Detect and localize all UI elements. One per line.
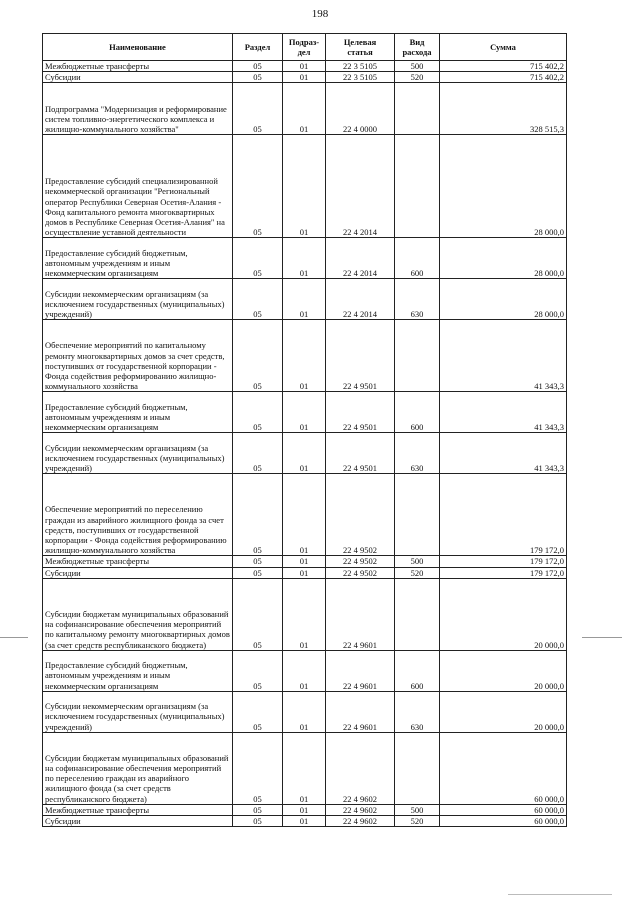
- page-number: 198: [311, 8, 329, 20]
- cell-name: Обеспечение мероприятий по переселению граждан из аварийного жилищного фонда за счет средств, поступивших от государственной корпорации - Фонда содействия реформированию жилищно-коммунального хозяйства: [43, 474, 233, 556]
- table-row: [43, 578, 567, 650]
- cell-subsection: 01: [283, 474, 326, 556]
- cell-target: 22 4 9501: [326, 320, 395, 392]
- cell-expense-type: 520: [395, 72, 440, 83]
- cell-subsection: 01: [283, 83, 326, 135]
- cell-name: Субсидии: [43, 816, 233, 827]
- header-subsection: Подраз- дел: [283, 34, 326, 61]
- cell-subsection: 01: [283, 72, 326, 83]
- cell-amount: 60 000,0: [440, 732, 567, 804]
- cell-amount: 179 172,0: [440, 556, 567, 567]
- header-expense-type: Вид расхода: [395, 34, 440, 61]
- cell-target: 22 4 2014: [326, 238, 395, 279]
- cell-amount: 179 172,0: [440, 567, 567, 578]
- cell-section: 05: [233, 320, 283, 392]
- table-row: [43, 650, 567, 691]
- cell-expense-type: 600: [395, 392, 440, 433]
- cell-expense-type: [395, 474, 440, 556]
- cell-amount: 60 000,0: [440, 804, 567, 815]
- cell-target: 22 4 2014: [326, 279, 395, 320]
- table-row: [43, 816, 567, 827]
- cell-name: Субсидии некоммерческим организациям (за исключением государственных (муниципальных) учреждений): [43, 433, 233, 474]
- cell-subsection: 01: [283, 650, 326, 691]
- cell-name: Обеспечение мероприятий по капитальному ремонту многоквартирных домов за счет средств, поступивших от государственной корпорации - Фонда содействия реформированию жилищно-коммунального хозяйства: [43, 320, 233, 392]
- cell-section: 05: [233, 135, 283, 238]
- cell-amount: 60 000,0: [440, 816, 567, 827]
- cell-name: Подпрограмма "Модернизация и реформирование систем топливно-энергетического комплекса и жилищно-коммунального хозяйства": [43, 83, 233, 135]
- cell-amount: 41 343,3: [440, 392, 567, 433]
- table-row: [43, 691, 567, 732]
- cell-name: Предоставление субсидий бюджетным, автономным учреждениям и иным некоммерческим организациям: [43, 238, 233, 279]
- cell-target: 22 4 9501: [326, 433, 395, 474]
- cell-section: 05: [233, 238, 283, 279]
- cell-target: 22 4 9602: [326, 816, 395, 827]
- cell-expense-type: 520: [395, 816, 440, 827]
- cell-subsection: 01: [283, 567, 326, 578]
- cell-expense-type: [395, 83, 440, 135]
- cell-amount: 715 402,2: [440, 61, 567, 72]
- table-row: [43, 72, 567, 83]
- cell-name: Межбюджетные трансферты: [43, 804, 233, 815]
- cell-expense-type: [395, 578, 440, 650]
- cell-subsection: 01: [283, 433, 326, 474]
- cell-expense-type: 630: [395, 433, 440, 474]
- cell-subsection: 01: [283, 135, 326, 238]
- cell-section: 05: [233, 691, 283, 732]
- cell-target: 22 3 5105: [326, 72, 395, 83]
- cell-subsection: 01: [283, 804, 326, 815]
- cell-subsection: 01: [283, 732, 326, 804]
- header-section: Раздел: [233, 34, 283, 61]
- cell-amount: 28 000,0: [440, 279, 567, 320]
- cell-name: Межбюджетные трансферты: [43, 556, 233, 567]
- cell-target: 22 4 9502: [326, 567, 395, 578]
- cell-amount: 715 402,2: [440, 72, 567, 83]
- cell-section: 05: [233, 61, 283, 72]
- cell-target: 22 4 9602: [326, 732, 395, 804]
- cell-name: Предоставление субсидий бюджетным, автономным учреждениям и иным некоммерческим организациям: [43, 650, 233, 691]
- cell-name: Субсидии бюджетам муниципальных образований на софинансирование обеспечения мероприятий по капитальному ремонту многоквартирных домов (за счет средств республиканского бюджета): [43, 578, 233, 650]
- cell-target: 22 4 9501: [326, 392, 395, 433]
- cell-section: 05: [233, 556, 283, 567]
- cell-target: 22 4 9502: [326, 556, 395, 567]
- scan-artifact-line: [508, 894, 612, 895]
- cell-target: 22 4 9601: [326, 578, 395, 650]
- cell-section: 05: [233, 72, 283, 83]
- cell-name: Субсидии некоммерческим организациям (за исключением государственных (муниципальных) учреждений): [43, 691, 233, 732]
- table-row: [43, 804, 567, 815]
- table-header-row: [43, 34, 567, 61]
- cell-name: Межбюджетные трансферты: [43, 61, 233, 72]
- cell-subsection: 01: [283, 279, 326, 320]
- cell-amount: 179 172,0: [440, 474, 567, 556]
- cell-subsection: 01: [283, 320, 326, 392]
- table-row: [43, 433, 567, 474]
- cell-target: 22 4 9602: [326, 804, 395, 815]
- cell-expense-type: 500: [395, 804, 440, 815]
- cell-section: 05: [233, 279, 283, 320]
- header-name: Наименование: [43, 34, 233, 61]
- table-row: [43, 556, 567, 567]
- cell-target: 22 4 9601: [326, 650, 395, 691]
- cell-amount: 28 000,0: [440, 238, 567, 279]
- table-row: [43, 320, 567, 392]
- cell-expense-type: [395, 320, 440, 392]
- table-body: [43, 61, 567, 827]
- cell-expense-type: 630: [395, 279, 440, 320]
- cell-name: Субсидии бюджетам муниципальных образований на софинансирование обеспечения мероприятий по переселению граждан из аварийного жилищного фонда (за счет средств республиканского бюджета): [43, 732, 233, 804]
- table-row: [43, 474, 567, 556]
- table-row: [43, 732, 567, 804]
- header-amount: Сумма: [440, 34, 567, 61]
- cell-section: 05: [233, 650, 283, 691]
- table-row: [43, 392, 567, 433]
- cell-target: 22 4 0000: [326, 83, 395, 135]
- cell-section: 05: [233, 816, 283, 827]
- cell-subsection: 01: [283, 691, 326, 732]
- cell-subsection: 01: [283, 556, 326, 567]
- cell-target: 22 4 9601: [326, 691, 395, 732]
- cell-section: 05: [233, 567, 283, 578]
- cell-subsection: 01: [283, 238, 326, 279]
- cell-expense-type: 520: [395, 567, 440, 578]
- cell-name: Предоставление субсидий специализированной некоммерческой организации "Региональный оператор Республики Северная Осетия-Алания - Фонд капитального ремонта многоквартирных домов в Республике Северная Осетия-Алания" на осуществление уставной деятельности: [43, 135, 233, 238]
- cell-name: Субсидии: [43, 567, 233, 578]
- cell-section: 05: [233, 474, 283, 556]
- cell-name: Предоставление субсидий бюджетным, автономным учреждениям и иным некоммерческим организациям: [43, 392, 233, 433]
- cell-subsection: 01: [283, 61, 326, 72]
- scan-artifact-line: [582, 637, 622, 638]
- table-row: [43, 238, 567, 279]
- table-row: [43, 135, 567, 238]
- cell-amount: 28 000,0: [440, 135, 567, 238]
- cell-expense-type: [395, 732, 440, 804]
- cell-amount: 328 515,3: [440, 83, 567, 135]
- cell-amount: 41 343,3: [440, 433, 567, 474]
- cell-section: 05: [233, 83, 283, 135]
- cell-section: 05: [233, 578, 283, 650]
- cell-expense-type: 630: [395, 691, 440, 732]
- cell-subsection: 01: [283, 816, 326, 827]
- cell-section: 05: [233, 392, 283, 433]
- table-row: [43, 279, 567, 320]
- cell-name: Субсидии: [43, 72, 233, 83]
- cell-expense-type: 500: [395, 556, 440, 567]
- cell-subsection: 01: [283, 392, 326, 433]
- cell-expense-type: 500: [395, 61, 440, 72]
- cell-expense-type: 600: [395, 238, 440, 279]
- cell-expense-type: 600: [395, 650, 440, 691]
- cell-target: 22 4 2014: [326, 135, 395, 238]
- scan-artifact-line: [0, 637, 28, 638]
- cell-expense-type: [395, 135, 440, 238]
- cell-name: Субсидии некоммерческим организациям (за исключением государственных (муниципальных) учреждений): [43, 279, 233, 320]
- budget-table: [42, 33, 567, 827]
- cell-subsection: 01: [283, 578, 326, 650]
- cell-target: 22 4 9502: [326, 474, 395, 556]
- header-target: Целевая статья: [326, 34, 395, 61]
- cell-amount: 20 000,0: [440, 650, 567, 691]
- table-row: [43, 61, 567, 72]
- table-row: [43, 567, 567, 578]
- cell-section: 05: [233, 433, 283, 474]
- cell-amount: 20 000,0: [440, 578, 567, 650]
- table-row: [43, 83, 567, 135]
- cell-amount: 20 000,0: [440, 691, 567, 732]
- cell-section: 05: [233, 732, 283, 804]
- cell-section: 05: [233, 804, 283, 815]
- cell-amount: 41 343,3: [440, 320, 567, 392]
- cell-target: 22 3 5105: [326, 61, 395, 72]
